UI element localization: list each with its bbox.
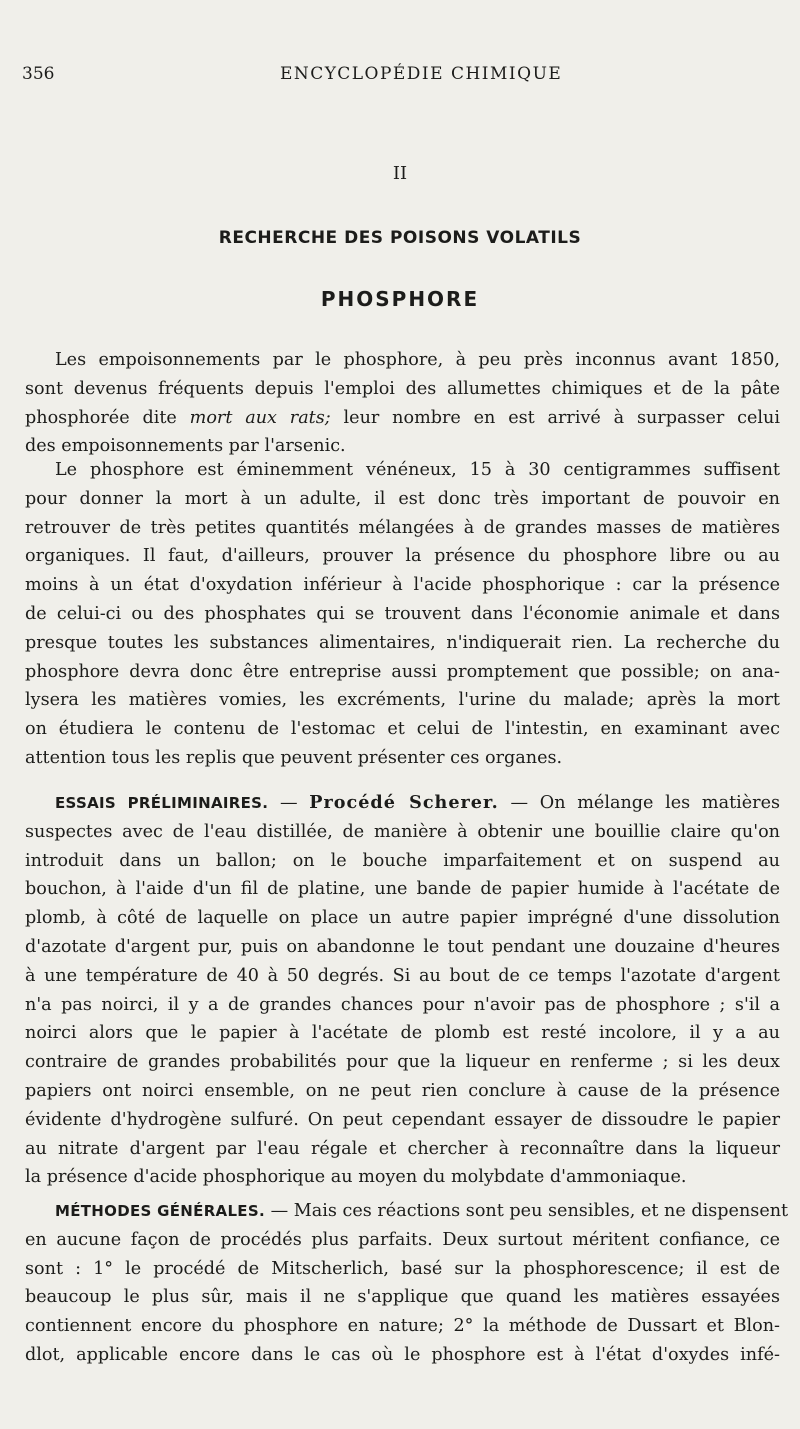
- text-line: bouchon, à l'aide d'un fil de platine, une bande de papier humide à l'acétate de: [25, 879, 780, 900]
- text-line: lysera les matières vomies, les excréments, l'urine du malade; après la mort: [25, 690, 780, 711]
- section-title: RECHERCHE DES POISONS VOLATILS: [218, 228, 582, 248]
- text-line: sont devenus fréquents depuis l'emploi des allumettes chimiques et de la pâte: [25, 378, 780, 399]
- text-line: à une température de 40 à 50 degrés. Si au bout de ce temps l'azotate d'argent: [25, 965, 780, 986]
- text-line: noirci alors que le papier à l'acétate de plomb est resté incolore, il y a au: [25, 1023, 780, 1044]
- text-line: n'a pas noirci, il y a de grandes chances pour n'avoir pas de phosphore ; s'il a: [25, 994, 780, 1015]
- running-title: ENCYCLOPÉDIE CHIMIQUE: [280, 64, 563, 84]
- text-line: d'azotate d'argent pur, puis on abandonne le tout pendant une douzaine d'heures: [25, 936, 780, 957]
- paragraph-heading: ESSAIS PRÉLIMINAIRES.: [55, 794, 269, 812]
- page-number: 356: [22, 64, 55, 84]
- text-line: contraire de grandes probabilités pour que la liqueur en renferme ; si les deux: [25, 1052, 780, 1073]
- text-line: de celui-ci ou des phosphates qui se trouvent dans l'économie animale et dans: [25, 603, 780, 624]
- italic-phrase: mort aux rats;: [189, 407, 331, 428]
- paragraph-preliminary-tests: [25, 789, 780, 1192]
- text-line: plomb, à côté de laquelle on place un autre papier imprégné d'une dissolution: [25, 908, 780, 929]
- text-line: MÉTHODES GÉNÉRALES. — Mais ces réactions sont peu sensibles, et ne dispensent: [55, 1201, 789, 1221]
- text-line: la présence d'acide phosphorique au moyen du molybdate d'ammoniaque.: [25, 1167, 687, 1188]
- text-line: organiques. Il faut, d'ailleurs, prouver la présence du phosphore libre ou au: [25, 546, 780, 567]
- text-line: Les empoisonnements par le phosphore, à peu près inconnus avant 1850,: [55, 350, 780, 370]
- text-line: en aucune façon de procédés plus parfaits. Deux surtout méritent confiance, ce: [25, 1229, 780, 1250]
- text-line: dlot, applicable encore dans le cas où le phosphore est à l'état d'oxydes infé-: [25, 1344, 780, 1365]
- section-number: II: [392, 163, 408, 184]
- text-line: Le phosphore est éminemment vénéneux, 15 à 30 centigrammes suffisent: [55, 460, 780, 480]
- text-line: introduit dans un ballon; on le bouche imparfaitement et on suspend au: [25, 850, 780, 871]
- text-line: contiennent encore du phosphore en nature; 2° la méthode de Dussart et Blon-: [25, 1316, 780, 1337]
- text-line: on étudiera le contenu de l'estomac et celui de l'intestin, en examinant avec: [25, 719, 780, 740]
- text-line: presque toutes les substances alimentaires, n'indiquerait rien. La recherche du: [25, 632, 780, 653]
- paragraph-general-methods: [25, 1197, 789, 1370]
- subsection-title: PHOSPHORE: [320, 287, 480, 311]
- text-line: pour donner la mort à un adulte, il est donc très important de pouvoir en: [25, 488, 780, 509]
- text-line: beaucoup le plus sûr, mais il ne s'applique que quand les matières essayées: [25, 1287, 780, 1308]
- text-line: évidente d'hydrogène sulfuré. On peut cependant essayer de dissoudre le papier: [25, 1109, 780, 1130]
- text-line: attention tous les replis que peuvent présenter ces organes.: [25, 747, 563, 768]
- text-line: des empoisonnements par l'arsenic.: [25, 436, 346, 457]
- paragraph-toxicity: [25, 456, 780, 773]
- text-line: phosphore devra donc être entreprise aussi promptement que possible; on ana-: [25, 661, 780, 682]
- text-line: papiers ont noirci ensemble, on ne peut rien conclure à cause de la présence: [25, 1080, 780, 1101]
- text-line: suspectes avec de l'eau distillée, de manière à obtenir une bouillie claire qu'on: [25, 821, 780, 842]
- paragraph-heading: MÉTHODES GÉNÉRALES.: [55, 1202, 265, 1220]
- text-line: ESSAIS PRÉLIMINAIRES. — Procédé Scherer. — On mélange les matières: [55, 792, 781, 813]
- text-line: sont : 1° le procédé de Mitscherlich, basé sur la phosphorescence; il est de: [25, 1258, 780, 1279]
- text-line: retrouver de très petites quantités mélangées à de grandes masses de matières: [25, 517, 780, 538]
- paragraph-intro: [25, 346, 780, 461]
- text-line: phosphorée dite mort aux rats; leur nombre en est arrivé à surpasser celui: [25, 407, 781, 428]
- text-line: au nitrate d'argent par l'eau régale et chercher à reconnaître dans la liqueur: [25, 1138, 780, 1159]
- procedure-name: Procédé Scherer.: [309, 792, 499, 813]
- running-header: [22, 64, 800, 88]
- text-line: moins à un état d'oxydation inférieur à l'acide phosphorique : car la présence: [25, 575, 780, 596]
